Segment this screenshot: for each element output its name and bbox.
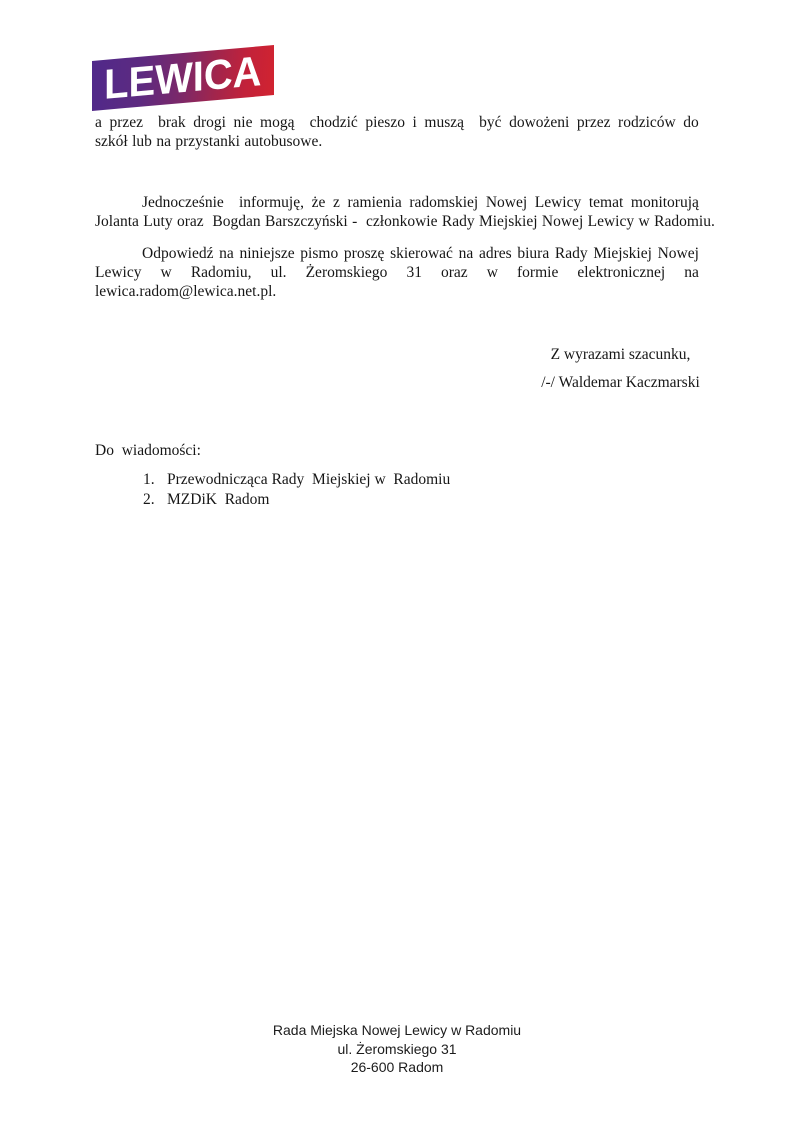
footer-street: ul. Żeromskiego 31 <box>337 1040 457 1057</box>
lewica-logo <box>92 45 274 111</box>
footer-city: 26-600 Radom <box>350 1059 444 1075</box>
signature-block <box>443 345 794 392</box>
lewica-logo-text: LEWICA <box>104 47 262 108</box>
cc-list <box>143 470 450 509</box>
body-paragraph-monitoring <box>95 193 715 231</box>
cc-item-number: 2. <box>143 490 155 508</box>
signature-closing: Z wyrazami szacunku, <box>550 346 691 363</box>
cc-heading: Do wiadomości: <box>95 442 201 459</box>
cc-item <box>143 490 450 510</box>
cc-item-text: MZDiK Radom <box>167 490 270 508</box>
text-line: Odpowiedź na niniejsze pismo proszę skierować na adres biura Rady Miejskiej Nowej <box>142 245 699 262</box>
text-line: szkół lub na przystanki autobusowe. <box>95 133 323 150</box>
signature-name: /-/ Waldemar Kaczmarski <box>541 374 700 391</box>
text-line: lewica.radom@lewica.net.pl. <box>95 283 277 300</box>
cc-item <box>143 470 450 490</box>
text-line: Jednocześnie informuję, że z ramienia radomskiej Nowej Lewicy temat monitorują <box>142 194 699 211</box>
text-line: Jolanta Luty oraz Bogdan Barszczyński - członkowie Rady Miejskiej Nowej Lewicy w Radomiu. <box>95 213 715 230</box>
text-line: a przez brak drogi nie mogą chodzić pieszo i muszą być dowożeni przez rodziców do <box>95 114 699 131</box>
footer-organization: Rada Miejska Nowej Lewicy w Radomiu <box>272 1022 522 1038</box>
text-line: Lewicy w Radomiu, ul. Żeromskiego 31 oraz w formie elektronicznej na <box>95 264 699 281</box>
body-paragraph-reply-address <box>95 244 699 301</box>
letter-footer <box>0 1021 794 1077</box>
body-paragraph-transport <box>95 113 699 151</box>
cc-item-number: 1. <box>143 471 155 488</box>
cc-item-text: Przewodnicząca Rady Miejskiej w Radomiu <box>167 471 451 488</box>
